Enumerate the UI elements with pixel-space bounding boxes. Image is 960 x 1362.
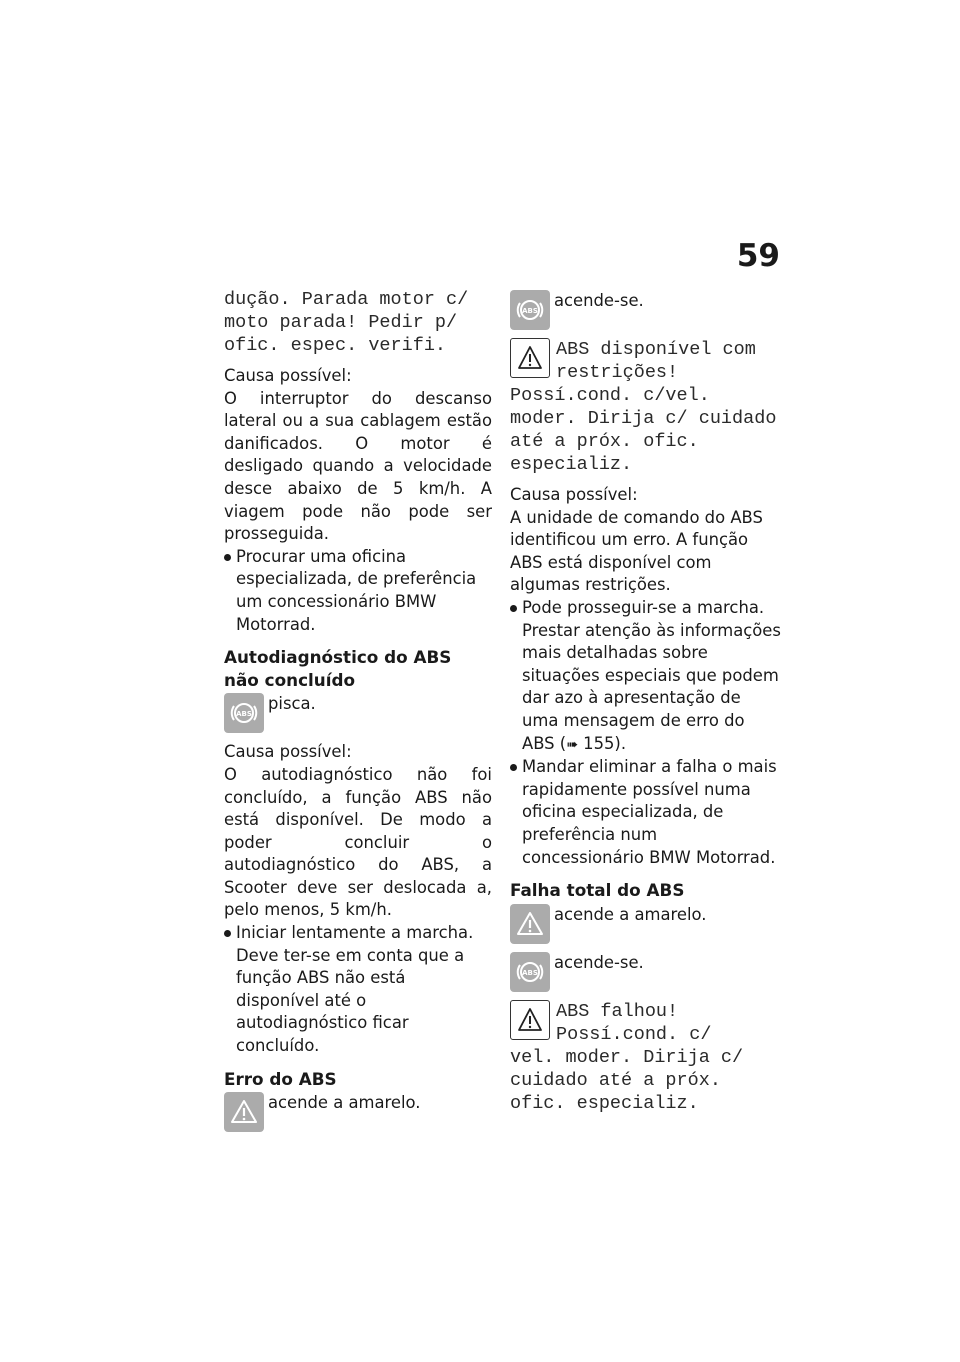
indicator-row <box>224 693 492 733</box>
indicator-text: acende a amarelo. <box>268 1093 421 1113</box>
indicator-text: acende-se. <box>554 291 644 310</box>
abs-warning-icon <box>510 290 550 330</box>
bullet-item: Procurar uma oficina especializada, de preferência um concessionário BMW Motorrad. <box>224 546 492 636</box>
cause-label: Causa possível: <box>224 366 352 385</box>
cause-label: Causa possível: <box>510 485 638 504</box>
display-message-line: ABS falhou! Possí.cond. c/ <box>556 1000 712 1045</box>
display-message-continuation: dução. Parada motor c/ moto parada! Pedir p/ ofic. espec. verifi. <box>224 289 469 356</box>
bullet-item: Iniciar lentamente a marcha. Deve ter-se em conta que a função ABS não está disponível até o autodiagnóstico ficar concluído. <box>224 922 492 1058</box>
general-warning-icon <box>510 338 550 378</box>
indicator-row <box>224 1092 492 1132</box>
svg-text:ABS: ABS <box>522 307 538 315</box>
cause-label: Causa possível: <box>224 742 352 762</box>
abs-warning-icon <box>224 693 264 733</box>
cause-text: A unidade de comando do ABS identificou um erro. A função ABS está disponível com algumas restrições. <box>510 507 763 595</box>
page-reference[interactable]: 155). <box>583 733 627 753</box>
general-warning-icon <box>510 1000 550 1040</box>
page-number: 59 <box>736 238 780 274</box>
display-message <box>510 1000 782 1115</box>
bullet-text: Pode prosseguir-se a marcha. Prestar atenção às informações mais detalhadas sobre situações especiais que podem dar azo à apresentação de uma mensagem de erro do ABS ( <box>522 597 781 753</box>
cause-text: O interruptor do descanso lateral ou a sua cablagem estão danificados. O motor é desligado quando a velocidade desce abaixo de 5 km/h. A viagem pode não pode ser prosseguida. <box>224 388 492 544</box>
display-message <box>510 338 782 476</box>
display-message-line: ABS disponível com restrições! <box>556 339 756 383</box>
abs-warning-icon <box>510 952 550 992</box>
general-warning-icon <box>510 904 550 944</box>
display-message-continuation: Possí.cond. c/vel. moder. Dirija c/ cuidado até a próx. ofic. especializ. <box>510 385 777 475</box>
bullet-item <box>510 597 782 756</box>
svg-text:ABS: ABS <box>522 968 538 977</box>
indicator-row <box>510 904 782 944</box>
general-warning-icon <box>224 1092 264 1132</box>
bullet-item: Mandar eliminar a falha o mais rapidamente possível numa oficina especializada, de preferência num concessionário BMW Motorrad. <box>510 756 782 869</box>
cause-text: O autodiagnóstico não foi concluído, a função ABS não está disponível. De modo a poder concluir o autodiagnóstico do ABS, a Scooter deve ser deslocada a, pelo menos, 5 km/h. <box>224 764 492 920</box>
section-heading: Erro do ABS <box>224 1068 337 1089</box>
section-heading: Autodiagnóstico do ABS não concluído <box>224 647 452 690</box>
indicator-row <box>510 290 782 330</box>
reference-arrow-icon: ➠ <box>566 736 578 753</box>
display-message-continuation: vel. moder. Dirija c/ cuidado até a próx. ofic. especializ. <box>510 1046 744 1114</box>
svg-text:ABS: ABS <box>236 710 252 719</box>
indicator-text: pisca. <box>268 694 316 714</box>
indicator-text: acende-se. <box>554 952 644 972</box>
right-column <box>510 288 782 1115</box>
section-heading: Falha total do ABS <box>510 880 685 901</box>
indicator-row <box>510 952 782 992</box>
indicator-text: acende a amarelo. <box>554 904 707 924</box>
left-column <box>224 288 492 1140</box>
